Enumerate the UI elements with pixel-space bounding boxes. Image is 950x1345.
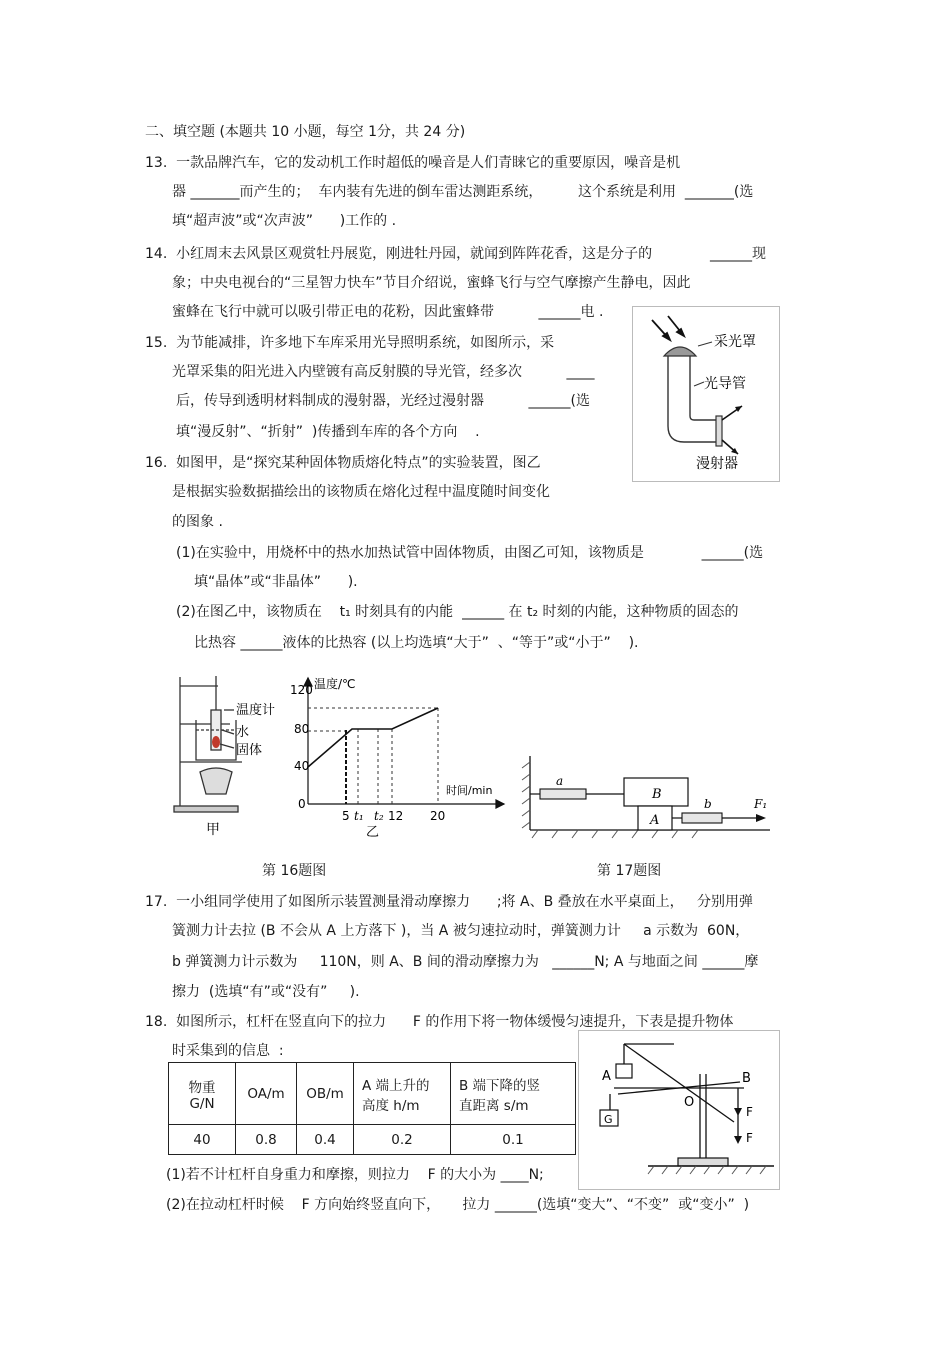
spring-scale-b-icon bbox=[682, 813, 722, 823]
ytick-40: 40 bbox=[294, 759, 310, 773]
label-F-upper: F bbox=[746, 1105, 753, 1119]
td-ob: 0.4 bbox=[297, 1125, 354, 1155]
figure-16b-graph bbox=[282, 670, 512, 842]
label-G: G bbox=[604, 1113, 613, 1126]
label-a: a bbox=[556, 774, 564, 788]
label-F-lower: F bbox=[746, 1131, 753, 1145]
figure-16a-apparatus bbox=[170, 672, 290, 844]
q16-l7: 比热容 ______液体的比热容 (以上均选填“大于” 、“等于”或“小于” ). bbox=[194, 635, 639, 651]
q16-l5: 填“晶体”或“非晶体” ). bbox=[194, 574, 358, 590]
q15-l1: 15. 为节能减排，许多地下车库采用光导照明系统，如图所示，采 bbox=[145, 335, 555, 351]
fig17-caption: 第 17题图 bbox=[597, 863, 662, 879]
q14-l1: 14. 小红周末去风景区观赏牡丹展览，刚进牡丹园，就闻到阵阵花香，这是分子的 ______现 bbox=[145, 246, 767, 262]
td-s: 0.1 bbox=[451, 1125, 576, 1155]
ytick-120: 120 bbox=[290, 683, 313, 697]
q14-l3: 蜜蜂在飞行中就可以吸引带正电的花粉，因此蜜蜂带 ______电 . bbox=[172, 304, 604, 320]
q16-l6: (2)在图乙中，该物质在 t₁ 时刻具有的内能 ______ 在 t₂ 时刻的内能，这种物质的固态的 bbox=[176, 604, 739, 620]
q15-l2: 光罩采集的阳光进入内壁镀有高反射膜的导光管，经多次 ____ bbox=[172, 364, 595, 380]
ytick-0: 0 bbox=[298, 797, 306, 811]
thermometer-label: 温度计 bbox=[236, 703, 276, 718]
q16-l4: (1)在实验中，用烧杯中的热水加热试管中固体物质，由图乙可知，该物质是 ______(选 bbox=[176, 545, 764, 561]
collector-dome-icon bbox=[664, 347, 696, 356]
figure-15-light-pipe bbox=[632, 306, 780, 482]
label-F1: F₁ bbox=[754, 797, 768, 811]
figure-18-lever bbox=[578, 1030, 780, 1190]
ytick-80: 80 bbox=[294, 722, 310, 736]
water-label: 水 bbox=[236, 725, 250, 740]
label-O: O bbox=[684, 1095, 695, 1110]
td-oa: 0.8 bbox=[236, 1125, 297, 1155]
q18-l4: (2)在拉动杠杆时候 F 方向始终竖直向下， 拉力 ______(选填“变大”、“不变” 或“变小” ) bbox=[166, 1197, 750, 1213]
q15-l3: 后，传导到透明材料制成的漫射器，光经过漫射器 ______(选 bbox=[176, 393, 590, 409]
q14-l2: 象；中央电视台的“三星智力快车”节目介绍说，蜜蜂飞行与空气摩擦产生静电，因此 bbox=[172, 275, 691, 291]
xtick-20: 20 bbox=[430, 809, 446, 823]
td-weight: 40 bbox=[169, 1125, 236, 1155]
q13-l1: 13. 一款品牌汽车，它的发动机工作时超低的噪音是人们青睐它的重要原因，噪音是机 bbox=[145, 155, 681, 171]
q16-l1: 16. 如图甲，是“探究某种固体物质熔化特点”的实验装置，图乙 bbox=[145, 455, 541, 471]
th-s-2: 直距离 s/m bbox=[459, 1097, 529, 1114]
q15-l4: 填“漫反射”、“折射” )传播到车库的各个方向 . bbox=[176, 424, 480, 440]
xtick-12: 12 bbox=[388, 809, 404, 823]
q17-l3: b 弹簧测力计示数为 110N，则 A、B 间的滑动摩擦力为 ______N; A 与地面之间 ______摩 bbox=[172, 954, 759, 970]
solid-sample-icon bbox=[212, 736, 220, 748]
figure-17-friction bbox=[518, 752, 774, 842]
xtick-5: 5 bbox=[342, 809, 350, 823]
diffuser-icon bbox=[716, 416, 722, 446]
solid-label: 固体 bbox=[236, 743, 263, 758]
fig15-pipe-label: 光导管 bbox=[704, 376, 746, 392]
y-axis-label: 温度/℃ bbox=[314, 677, 356, 691]
th-weight-1: 物重 bbox=[188, 1079, 216, 1096]
th-oa: OA/m bbox=[236, 1063, 297, 1125]
label-A: A bbox=[650, 813, 660, 828]
q13-l2: 器 _______而产生的； 车内装有先进的倒车雷达测距系统， 这个系统是利用 _______(选 bbox=[172, 184, 754, 200]
q17-l4: 擦力 (选填“有”或“没有” ). bbox=[172, 984, 360, 1000]
label-b: b bbox=[704, 797, 712, 811]
weight-a-icon bbox=[616, 1064, 632, 1078]
force-arrow-icon bbox=[756, 814, 766, 822]
spring-scale-a-icon bbox=[540, 789, 586, 799]
th-h-1: A 端上升的 bbox=[362, 1077, 430, 1094]
label-A: A bbox=[602, 1069, 611, 1084]
q16-l3: 的图象 . bbox=[172, 514, 223, 530]
th-h-2: 高度 h/m bbox=[362, 1097, 420, 1114]
fig16a-label: 甲 bbox=[206, 822, 220, 838]
fig15-diffuser-label: 漫射器 bbox=[696, 456, 738, 472]
fig15-collector-label: 采光罩 bbox=[714, 334, 756, 350]
q13-l3: 填“超声波”或“次声波” )工作的 . bbox=[172, 213, 397, 229]
q17-l1: 17. 一小组同学使用了如图所示装置测量滑动摩擦力 ;将 A、B 叠放在水平桌面上， 分别用弹 bbox=[145, 894, 754, 910]
th-weight-2: G/N bbox=[189, 1095, 215, 1112]
label-B: B bbox=[742, 1071, 751, 1086]
fig16-caption: 第 16题图 bbox=[262, 863, 327, 879]
section-title: 二、填空题 (本题共 10 小题，每空 1分，共 24 分) bbox=[145, 124, 466, 140]
th-ob: OB/m bbox=[297, 1063, 354, 1125]
xtick-t2: t₂ bbox=[374, 809, 384, 823]
q18-l3: (1)若不计杠杆自身重力和摩擦，则拉力 F 的大小为 ____N; bbox=[166, 1167, 544, 1183]
temperature-curve bbox=[308, 708, 438, 767]
q16-l2: 是根据实验数据描绘出的该物质在熔化过程中温度随时间变化 bbox=[172, 484, 550, 500]
q18-l1: 18. 如图所示，杠杆在竖直向下的拉力 F 的作用下将一物体缓慢匀速提升，下表是提升物体 bbox=[145, 1014, 734, 1030]
fig16b-label: 乙 bbox=[366, 825, 380, 840]
q18-l2: 时采集到的信息 : bbox=[172, 1043, 284, 1059]
q17-l2: 簧测力计去拉 (B 不会从 A 上方落下 )，当 A 被匀速拉动时，弹簧测力计 a 示数为 60N， bbox=[172, 923, 750, 939]
x-axis-label: 时间/min bbox=[446, 784, 493, 797]
xtick-t1: t₁ bbox=[354, 809, 364, 823]
td-h: 0.2 bbox=[354, 1125, 451, 1155]
th-s-1: B 端下降的竖 bbox=[459, 1077, 541, 1094]
label-B: B bbox=[652, 787, 662, 802]
lever-data-table bbox=[168, 1062, 576, 1155]
